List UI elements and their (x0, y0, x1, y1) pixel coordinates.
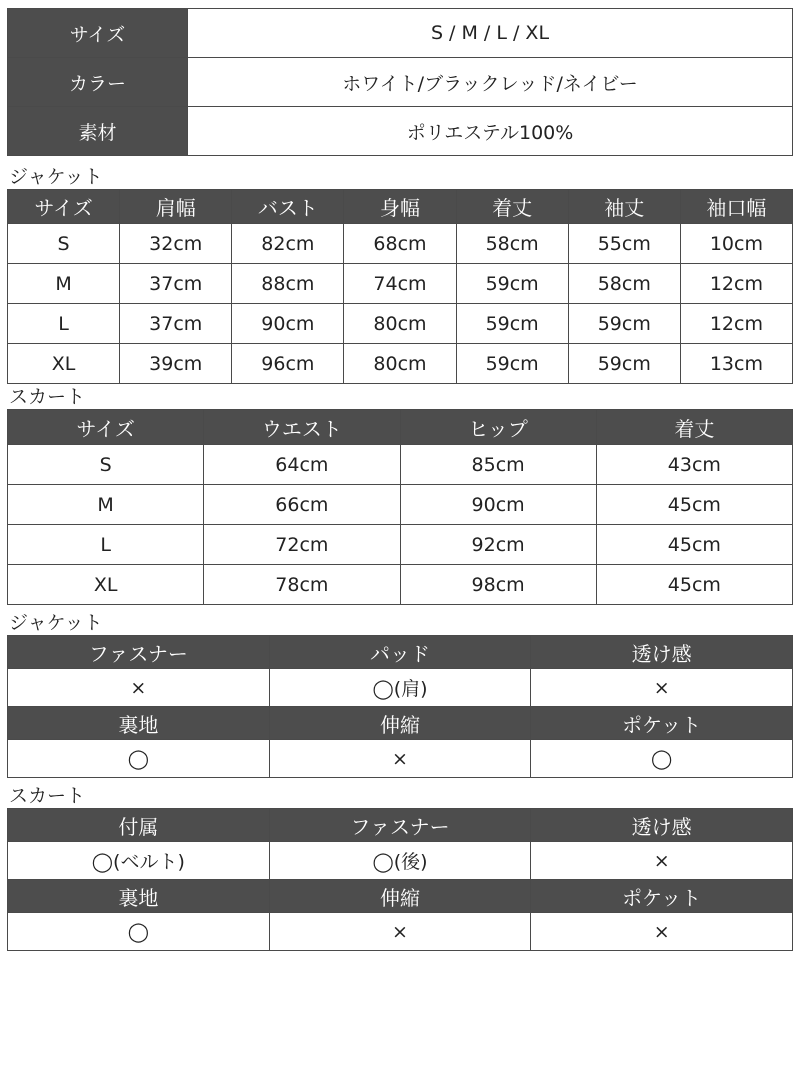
info-label: カラー (8, 58, 188, 107)
table-cell: 32cm (120, 224, 232, 264)
table-row (8, 842, 793, 880)
table-cell: 59cm (456, 344, 568, 384)
table-header-row (8, 410, 793, 445)
info-value: ホワイト/ブラックレッド/ネイビー (188, 58, 793, 107)
table-header-row (8, 707, 793, 740)
column-header: 身幅 (344, 190, 456, 224)
column-header: 透け感 (531, 636, 793, 669)
column-header: ウエスト (204, 410, 400, 445)
table-row (8, 304, 793, 344)
table-header-row (8, 190, 793, 224)
column-header: パッド (269, 636, 531, 669)
table-cell: × (269, 740, 531, 778)
table-row (8, 740, 793, 778)
column-header: 袖口幅 (680, 190, 792, 224)
table-row (8, 525, 793, 565)
column-header: サイズ (8, 190, 120, 224)
column-header: ファスナー (269, 809, 531, 842)
column-header: 裏地 (8, 880, 270, 913)
column-header: ファスナー (8, 636, 270, 669)
table-cell: × (531, 842, 793, 880)
column-header: ポケット (531, 880, 793, 913)
table-cell: 58cm (568, 264, 680, 304)
table-cell: 45cm (596, 565, 792, 605)
column-header: ヒップ (400, 410, 596, 445)
table-cell: 98cm (400, 565, 596, 605)
jacket-attr-section-title: ジャケット (9, 612, 103, 634)
table-cell: 59cm (456, 264, 568, 304)
table-cell: L (8, 525, 204, 565)
jacket-attribute-table (7, 635, 793, 778)
info-label: サイズ (8, 9, 188, 58)
table-row (8, 445, 793, 485)
table-cell: 55cm (568, 224, 680, 264)
table-cell: 37cm (120, 264, 232, 304)
table-cell: 45cm (596, 525, 792, 565)
skirt-attr-section-title: スカート (9, 785, 86, 807)
info-row-size (8, 9, 793, 58)
table-cell: ◯ (8, 740, 270, 778)
table-cell: 90cm (232, 304, 344, 344)
table-cell: 88cm (232, 264, 344, 304)
skirt-attribute-table (7, 808, 793, 951)
table-cell: 43cm (596, 445, 792, 485)
column-header: ポケット (531, 707, 793, 740)
table-cell: 59cm (456, 304, 568, 344)
info-value: S / M / L / XL (188, 9, 793, 58)
table-cell: 80cm (344, 344, 456, 384)
table-cell: S (8, 224, 120, 264)
table-cell: M (8, 264, 120, 304)
table-cell: 92cm (400, 525, 596, 565)
info-label: 素材 (8, 107, 188, 156)
table-cell: 58cm (456, 224, 568, 264)
table-row (8, 264, 793, 304)
table-row (8, 565, 793, 605)
column-header: 袖丈 (568, 190, 680, 224)
table-cell: 74cm (344, 264, 456, 304)
table-cell: ◯(肩) (269, 669, 531, 707)
table-cell: 12cm (680, 304, 792, 344)
table-cell: 85cm (400, 445, 596, 485)
table-cell: 96cm (232, 344, 344, 384)
table-row (8, 913, 793, 951)
table-cell: 12cm (680, 264, 792, 304)
table-cell: × (531, 913, 793, 951)
table-row (8, 669, 793, 707)
column-header: 着丈 (456, 190, 568, 224)
column-header: 透け感 (531, 809, 793, 842)
column-header: サイズ (8, 410, 204, 445)
table-row (8, 485, 793, 525)
jacket-size-section-title: ジャケット (9, 166, 103, 188)
table-cell: 13cm (680, 344, 792, 384)
table-cell: 68cm (344, 224, 456, 264)
table-cell: 64cm (204, 445, 400, 485)
table-cell: 10cm (680, 224, 792, 264)
table-cell: 80cm (344, 304, 456, 344)
table-header-row (8, 809, 793, 842)
table-cell: 59cm (568, 304, 680, 344)
column-header: 伸縮 (269, 707, 531, 740)
table-cell: ◯(ベルト) (8, 842, 270, 880)
table-cell: ◯ (8, 913, 270, 951)
skirt-size-section-title: スカート (9, 386, 86, 408)
table-cell: M (8, 485, 204, 525)
table-cell: 45cm (596, 485, 792, 525)
table-cell: × (269, 913, 531, 951)
table-header-row (8, 636, 793, 669)
table-cell: 59cm (568, 344, 680, 384)
jacket-size-table (7, 189, 793, 384)
table-cell: × (8, 669, 270, 707)
table-cell: ◯(後) (269, 842, 531, 880)
table-cell: ◯ (531, 740, 793, 778)
info-row-color (8, 58, 793, 107)
table-cell: 66cm (204, 485, 400, 525)
info-value: ポリエステル100% (188, 107, 793, 156)
table-cell: 78cm (204, 565, 400, 605)
table-cell: XL (8, 344, 120, 384)
column-header: 着丈 (596, 410, 792, 445)
table-cell: 39cm (120, 344, 232, 384)
table-cell: 37cm (120, 304, 232, 344)
column-header: 肩幅 (120, 190, 232, 224)
skirt-size-table (7, 409, 793, 605)
table-cell: XL (8, 565, 204, 605)
table-cell: S (8, 445, 204, 485)
column-header: バスト (232, 190, 344, 224)
table-header-row (8, 880, 793, 913)
table-cell: 90cm (400, 485, 596, 525)
column-header: 裏地 (8, 707, 270, 740)
info-row-material (8, 107, 793, 156)
table-cell: L (8, 304, 120, 344)
product-info-table (7, 8, 793, 156)
table-cell: 82cm (232, 224, 344, 264)
table-cell: 72cm (204, 525, 400, 565)
column-header: 伸縮 (269, 880, 531, 913)
column-header: 付属 (8, 809, 270, 842)
table-cell: × (531, 669, 793, 707)
table-row (8, 224, 793, 264)
table-row (8, 344, 793, 384)
